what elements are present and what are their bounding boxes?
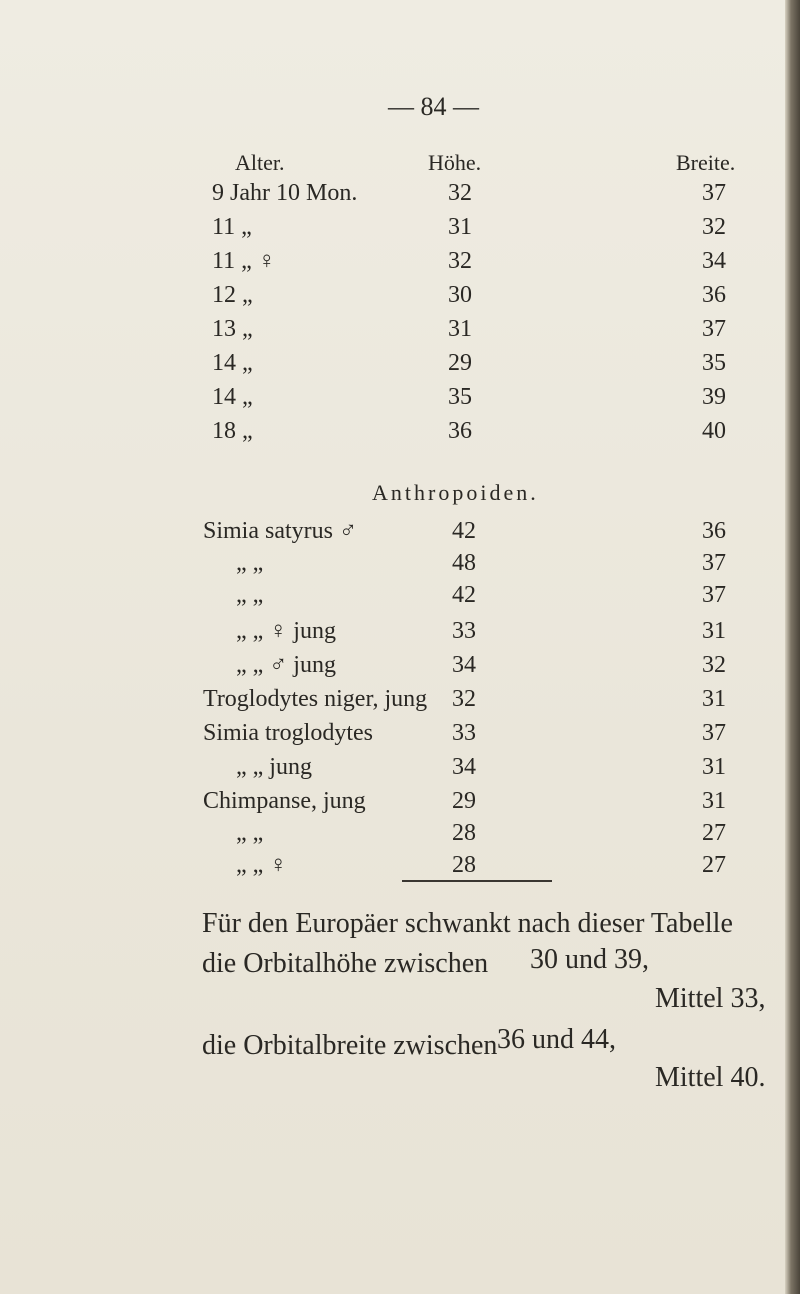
row-breite: 32 [702,214,726,240]
section-title: Anthropoiden. [372,480,539,505]
row-hoehe: 42 [452,518,476,544]
row-hoehe: 33 [452,618,476,644]
row-hoehe: 30 [448,282,472,308]
table-row [0,852,785,884]
row-hoehe: 35 [448,384,472,410]
row-label: 14 „ [212,384,253,410]
row-label: 13 „ [212,316,253,342]
table-row [0,754,785,786]
row-label: 11 „ [212,214,252,240]
row-hoehe: 29 [448,350,472,376]
table-row [0,550,785,582]
row-hoehe: 29 [452,788,476,814]
table-row [0,686,785,718]
table-row [0,618,785,650]
row-breite: 31 [702,788,726,814]
column-header-hoehe: Höhe. [428,150,482,175]
row-label: 18 „ [212,418,253,444]
row-breite: 37 [702,720,726,746]
row-breite: 27 [702,852,726,878]
note-line: Mittel 40. [655,1062,766,1093]
row-breite: 31 [702,618,726,644]
row-breite: 31 [702,754,726,780]
row-hoehe: 28 [452,820,476,846]
row-label: Chimpanse, jung [203,788,366,814]
table-row [0,350,785,384]
row-label: „ „ jung [236,754,312,780]
row-hoehe: 33 [452,720,476,746]
table-row [0,582,785,614]
row-label: „ „ ♂ jung [236,652,336,678]
row-hoehe: 28 [452,852,476,878]
row-breite: 37 [702,582,726,608]
row-hoehe: 48 [452,550,476,576]
table-row [0,384,785,418]
row-breite: 37 [702,180,726,206]
column-header-breite: Breite. [676,150,736,175]
note-line: 30 und 39, [530,944,649,975]
row-label: „ „ [236,550,264,576]
table-row [0,518,785,550]
row-label: 11 „ ♀ [212,248,276,274]
row-breite: 34 [702,248,726,274]
note-line: die Orbitalbreite zwischen [202,1030,498,1061]
row-breite: 31 [702,686,726,712]
table-row [0,282,785,316]
table-row [0,720,785,752]
row-hoehe: 32 [448,180,472,206]
note-line: Für den Europäer schwankt nach dieser Tabelle [202,908,733,939]
table-row [0,214,785,248]
row-label: Simia troglodytes [203,720,373,746]
table-row [0,418,785,452]
row-breite: 32 [702,652,726,678]
row-hoehe: 31 [448,316,472,342]
row-label: Simia satyrus ♂ [203,518,357,544]
table-row [0,316,785,350]
row-hoehe: 42 [452,582,476,608]
row-breite: 39 [702,384,726,410]
column-header-alter: Alter. [235,150,285,175]
row-hoehe: 34 [452,652,476,678]
row-hoehe: 34 [452,754,476,780]
page-number: — 84 — [388,92,479,121]
row-hoehe: 32 [448,248,472,274]
table-row [0,652,785,684]
note-line: 36 und 44, [497,1024,616,1055]
row-hoehe: 32 [452,686,476,712]
row-label: 14 „ [212,350,253,376]
row-breite: 35 [702,350,726,376]
row-label: 9 Jahr 10 Mon. [212,180,358,206]
book-edge [785,0,800,1294]
row-label: „ „ [236,582,264,608]
row-breite: 27 [702,820,726,846]
row-label: Troglodytes niger, jung [203,686,428,712]
row-breite: 37 [702,316,726,342]
row-label: „ „ ♀ [236,852,288,878]
row-hoehe: 36 [448,418,472,444]
note-line: die Orbitalhöhe zwischen [202,948,489,979]
table-row [0,820,785,852]
row-breite: 37 [702,550,726,576]
table-row [0,248,785,282]
divider-rule [402,880,552,882]
row-breite: 36 [702,518,726,544]
row-hoehe: 31 [448,214,472,240]
table-row [0,788,785,820]
table-row [0,180,785,214]
row-breite: 36 [702,282,726,308]
row-label: „ „ [236,820,264,846]
row-breite: 40 [702,418,726,444]
note-line: Mittel 33, [655,983,766,1014]
row-label: „ „ ♀ jung [236,618,336,644]
row-label: 12 „ [212,282,253,308]
